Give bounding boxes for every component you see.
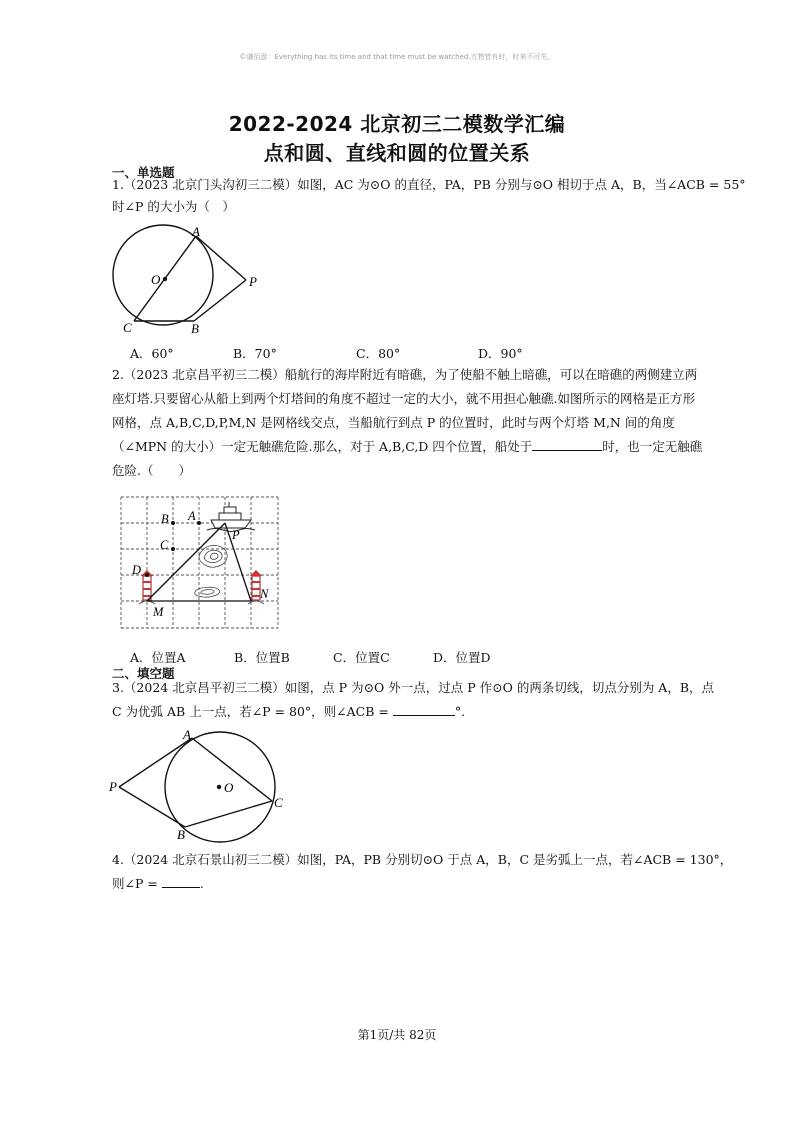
q2-label-n: N: [260, 587, 269, 601]
q3-line2-text: C 为优弧 AB 上一点，若∠P = 80°，则∠ACB =: [112, 704, 389, 719]
q2-label-d: D: [132, 563, 142, 577]
q2-line4: [112, 436, 702, 458]
q1-circle: [113, 225, 213, 325]
q1-option-a[interactable]: A．60°: [130, 346, 174, 361]
q2-grid-lines: [121, 497, 278, 628]
watermark: ©谦佰游：Everything has its time and that time must be watched.万物皆有时，时来不可失。: [239, 53, 555, 61]
q2-label-m: M: [153, 605, 164, 619]
q2-line3: 网格，点 A,B,C,D,P,M,N 是网格线交点，当船航行到点 P 的位置时，此时与两个灯塔 M,N 间的角度: [112, 415, 675, 430]
q1-center-dot: [163, 277, 167, 281]
q3-label-b: B: [177, 827, 185, 842]
q4-line2-text: 则∠P =: [112, 876, 158, 891]
q2-option-c[interactable]: C．位置C: [333, 650, 390, 665]
page-footer: 第1页/共 82页: [357, 1028, 437, 1042]
q2-point-d: [145, 573, 149, 577]
q2-line4-text: （∠MPN 的大小）一定无触礁危险.那么，对于 A,B,C,D 四个位置，船处于: [112, 439, 533, 454]
q1-tangent-pa: [196, 236, 246, 280]
q3-line2-tail: °.: [454, 704, 466, 719]
q1-label-o: O: [151, 272, 161, 287]
q2-point-a: [197, 521, 201, 525]
q4-line2: [112, 873, 204, 895]
q2-line2: 座灯塔.只要留心从船上到两个灯塔间的角度不超过一定的大小，就不用担心触礁.如图所示的网格是正方形: [112, 391, 695, 406]
q1-label-p: P: [249, 274, 257, 289]
q2-line5: 危险.（ ）: [112, 463, 191, 478]
q2-line4-tail: 时，也一定无触礁: [602, 439, 703, 454]
q3-answer-blank[interactable]: [393, 703, 455, 716]
q1-label-a: A: [192, 224, 200, 239]
q2-answer-blank[interactable]: [532, 438, 602, 451]
q3-label-p: P: [109, 779, 117, 794]
q4-line1: 4.（2024 北京石景山初三二模）如图，PA，PB 分别切⊙O 于点 A，B，C 是劣弧上一点，若∠ACB = 130°，: [112, 852, 733, 867]
q1-option-c[interactable]: C．80°: [356, 346, 401, 361]
q1-figure: [100, 222, 280, 340]
q3-line1: 3.（2024 北京昌平初三二模）如图，点 P 为⊙O 外一点，过点 P 作⊙O 的两条切线，切点分别为 A，B，点: [112, 680, 715, 695]
q2-grid-figure: [115, 492, 287, 634]
q2-reef: [195, 545, 227, 597]
document-subtitle: 点和圆、直线和圆的位置关系: [263, 141, 531, 165]
q2-label-c: C: [160, 538, 169, 552]
q2-option-a[interactable]: A．位置A: [130, 650, 186, 665]
q1-option-d[interactable]: D．90°: [478, 346, 523, 361]
q2-label-a: A: [188, 509, 196, 523]
q1-option-b[interactable]: B．70°: [233, 346, 277, 361]
q1-label-c: C: [123, 320, 132, 335]
q3-figure: [105, 724, 295, 844]
q2-option-b[interactable]: B．位置B: [234, 650, 290, 665]
q4-line2-tail: .: [199, 876, 204, 891]
q2-point-b: [171, 521, 175, 525]
document-title: 2022-2024 北京初三二模数学汇编: [228, 112, 566, 136]
q2-label-p: P: [232, 528, 240, 542]
q3-label-a: A: [183, 727, 191, 742]
q1-tangent-pb: [194, 280, 246, 321]
q3-tangent-pb: [119, 787, 185, 827]
q3-label-c: C: [274, 795, 283, 810]
q2-label-b: B: [161, 512, 169, 526]
q3-tangent-pa: [119, 738, 192, 787]
q2-point-c: [171, 547, 175, 551]
q4-answer-blank[interactable]: [162, 875, 200, 888]
q2-line1: 2.（2023 北京昌平初三二模）船航行的海岸附近有暗礁，为了使船不触上暗礁，可以在暗礁的两侧建立两: [112, 367, 698, 382]
q1-line2: 时∠P 的大小为（ ）: [112, 199, 235, 214]
q1-line1: 1.（2023 北京门头沟初三二模）如图，AC 为⊙O 的直径，PA，PB 分别与⊙O 相切于点 A，B，当∠ACB = 55°: [112, 177, 746, 192]
q3-line2: [112, 701, 465, 723]
q3-label-o: O: [224, 780, 234, 795]
section-fill-blank: 二、填空题: [112, 666, 175, 681]
q2-option-d[interactable]: D．位置D: [433, 650, 491, 665]
q3-center-dot: [217, 785, 221, 789]
q1-label-b: B: [191, 321, 199, 336]
ship-icon: [207, 502, 255, 532]
q3-chord-bc: [185, 801, 272, 827]
section-single-choice: 一、单选题: [112, 165, 175, 180]
